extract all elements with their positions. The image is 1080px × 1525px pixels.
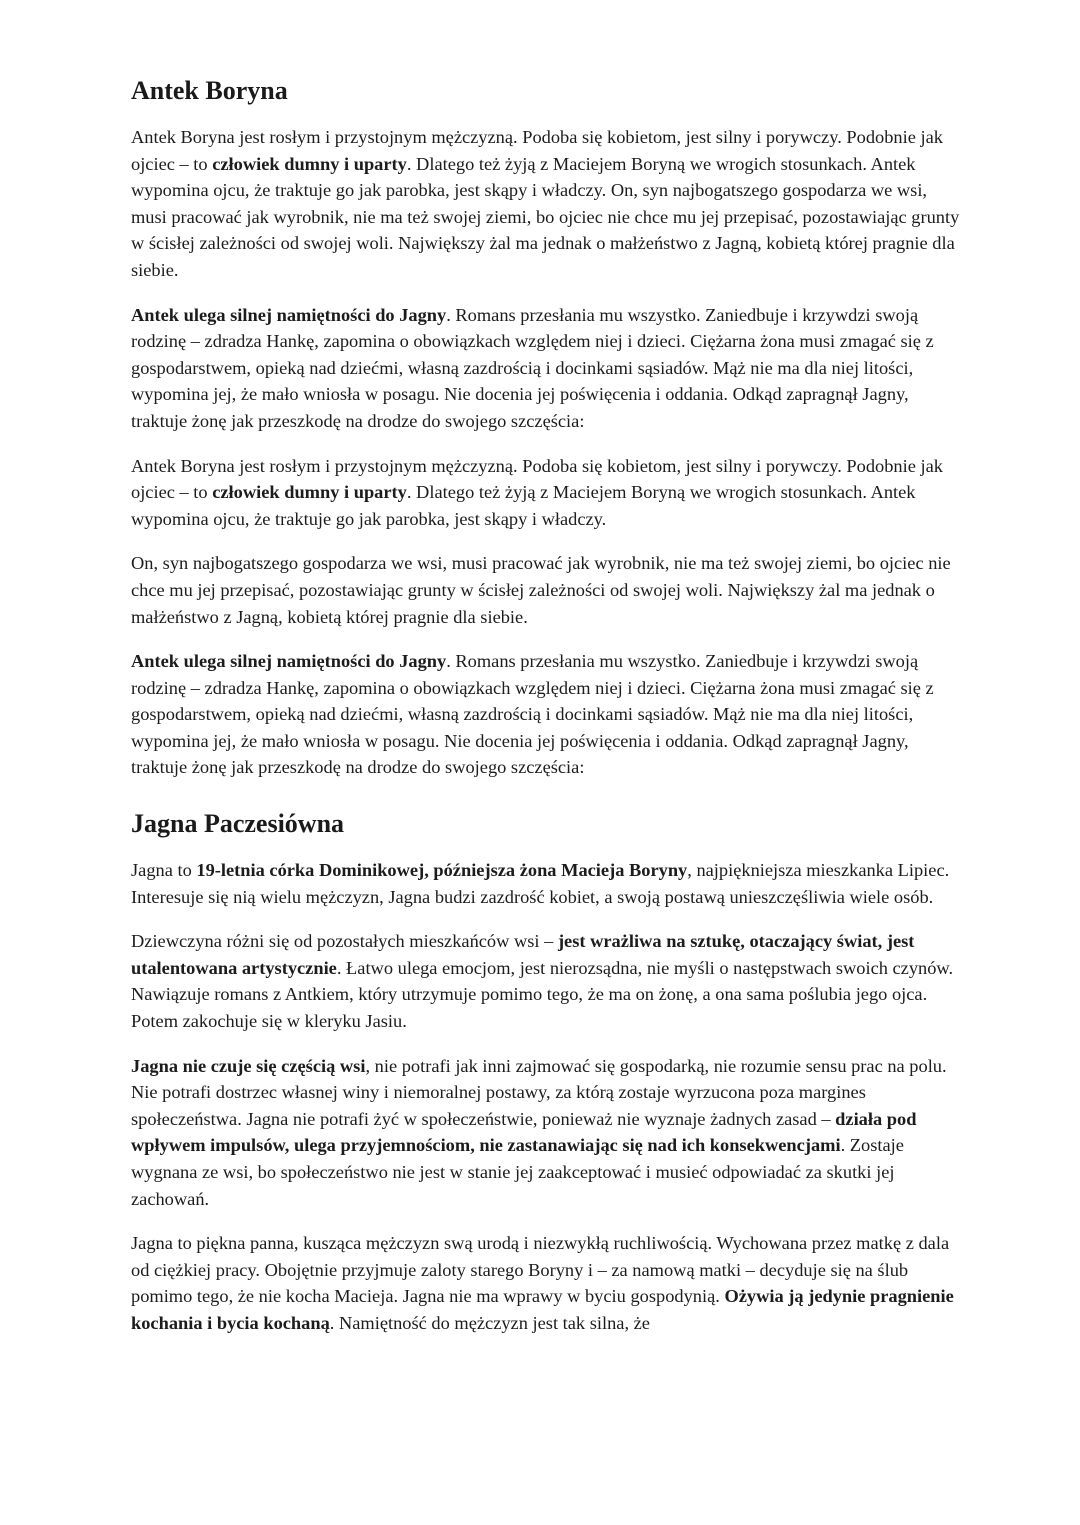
text-run: , najpiękniejsza mieszkanka Lipiec. Interesuje się nią wielu mężczyzn, Jagna budzi zazdrość kobiet, a swoją postawą unieszczęśliwia wiele osób. (131, 860, 950, 907)
paragraph (131, 302, 961, 435)
text-run: . Romans przesłania mu wszystko. Zaniedbuje i krzywdzi swoją rodzinę – zdradza Hankę, zapomina o obowiązkach względem niej i dzieci. Ciężarna żona musi zmagać się z gospodarstwem, opieką nad dziećmi, własną zazdrością i docinkami sąsiadów. Mąż nie ma dla niej litości, wypomina jej, że mało wniosła w posagu. Nie docenia jej poświęcenia i oddania. Odkąd zapragnął Jagny, traktuje żonę jak przeszkodę na drodze do swojego szczęścia: (131, 651, 934, 778)
text-run: . Namiętność do mężczyzn jest tak silna, że (329, 1312, 650, 1333)
section-heading-jagna: Jagna Paczesiówna (131, 809, 345, 839)
paragraph (131, 857, 961, 910)
bold-text-run: człowiek dumny i uparty (212, 482, 407, 503)
text-run: Jagna to piękna panna, kusząca mężczyzn swą urodą i niezwykłą ruchliwością. Wychowana przez matkę z dala od ciężkiej pracy. Obojętnie przyjmuje zaloty starego Boryny i – za namową matki – decyduje się na ślub pomimo tego, że nie kocha Macieja. Jagna nie ma wprawy w byciu gospodynią. (131, 1233, 950, 1307)
text-run: Jagna to (131, 860, 197, 881)
text-run: . Dlatego też żyją z Maciejem Boryną we wrogich stosunkach. Antek wypomina ojcu, że traktuje go jak parobka, jest skąpy i władczy. On, syn najbogatszego gospodarza we wsi, musi pracować jak wyrobnik, nie ma też swojej ziemi, bo ojciec nie chce mu jej przepisać, pozostawiając grunty w ścisłej zależności od swojej woli. Największy żal ma jednak o małżeństwo z Jagną, kobietą której pragnie dla siebie. (131, 153, 960, 280)
paragraph (131, 453, 961, 533)
bold-text-run: działa pod wpływem impulsów, ulega przyjemnościom, nie zastanawiając się nad ich konsekwencjami (131, 1108, 917, 1156)
bold-text-run: Antek ulega silnej namiętności do Jagny (131, 651, 447, 672)
text-run: Dziewczyna różni się od pozostałych mieszkańców wsi – (131, 931, 558, 952)
bold-text-run: Ożywia ją jedynie pragnienie kochania i bycia kochaną (131, 1286, 954, 1333)
bold-text-run: jest wrażliwa na sztukę, otaczający świat, jest utalentowana artystycznie (131, 931, 915, 978)
bold-text-run: Jagna nie czuje się częścią wsi (131, 1055, 366, 1076)
paragraph (131, 1053, 961, 1213)
bold-text-run: człowiek dumny i uparty (212, 153, 407, 174)
section-heading-antek: Antek Boryna (131, 76, 288, 105)
text-run: Antek Boryna jest rosłym i przystojnym mężczyzną. Podoba się kobietom, jest silny i porywczy. Podobnie jak ojciec – to (131, 127, 943, 174)
bold-text-run: Antek ulega silnej namiętności do Jagny (131, 304, 447, 325)
text-run: On, syn najbogatszego gospodarza we wsi, musi pracować jak wyrobnik, nie ma też swojej ziemi, bo ojciec nie chce mu jej przepisać, pozostawiając grunty w ścisłej zależności od swojej woli. Największy żal ma jednak o małżeństwo z Jagną, kobietą której pragnie dla siebie. (131, 553, 951, 627)
paragraph (131, 928, 961, 1034)
text-run: Antek Boryna jest rosłym i przystojnym mężczyzną. Podoba się kobietom, jest silny i porywczy. Podobnie jak ojciec – to (131, 455, 943, 503)
text-run: . Łatwo ulega emocjom, jest nierozsądna, nie myśli o następstwach swoich czynów. Nawiązuje romans z Antkiem, który utrzymuje pomimo tego, że ma on żonę, a ona sama poślubia jego ojca. Potem zakochuje się w kleryku Jasiu. (131, 957, 954, 1032)
paragraph (131, 1230, 961, 1336)
text-run: . Dlatego też żyją z Maciejem Boryną we wrogich stosunkach. Antek wypomina ojcu, że traktuje go jak parobka, jest skąpy i władczy. (131, 482, 916, 529)
paragraph (131, 550, 961, 630)
paragraph (131, 648, 961, 781)
text-run: , nie potrafi jak inni zajmować się gospodarką, nie rozumie sensu prac na polu. Nie potrafi dostrzec własnej winy i niemoralnej postawy, za którą zostaje wyrzucona poza margines społeczeństwa. Jagna nie potrafi żyć w społeczeństwie, ponieważ nie wyznaje żadnych zasad – (131, 1055, 947, 1129)
text-run: . Zostaje wygnana ze wsi, bo społeczeństwo nie jest w stanie jej zaakceptować i musieć odpowiadać za skutki jej zachowań. (131, 1135, 904, 1209)
text-run: . Romans przesłania mu wszystko. Zaniedbuje i krzywdzi swoją rodzinę – zdradza Hankę, zapomina o obowiązkach względem niej i dzieci. Ciężarna żona musi zmagać się z gospodarstwem, opieką nad dziećmi, własną zazdrością i docinkami sąsiadów. Mąż nie ma dla niej litości, wypomina jej, że mało wniosła w posagu. Nie docenia jej poświęcenia i oddania. Odkąd zapragnął Jagny, traktuje żonę jak przeszkodę na drodze do swojego szczęścia: (131, 304, 934, 431)
document-page (131, 74, 961, 1337)
bold-text-run: 19-letnia córka Dominikowej, późniejsza żona Macieja Boryny (196, 860, 688, 881)
paragraph (131, 124, 961, 284)
